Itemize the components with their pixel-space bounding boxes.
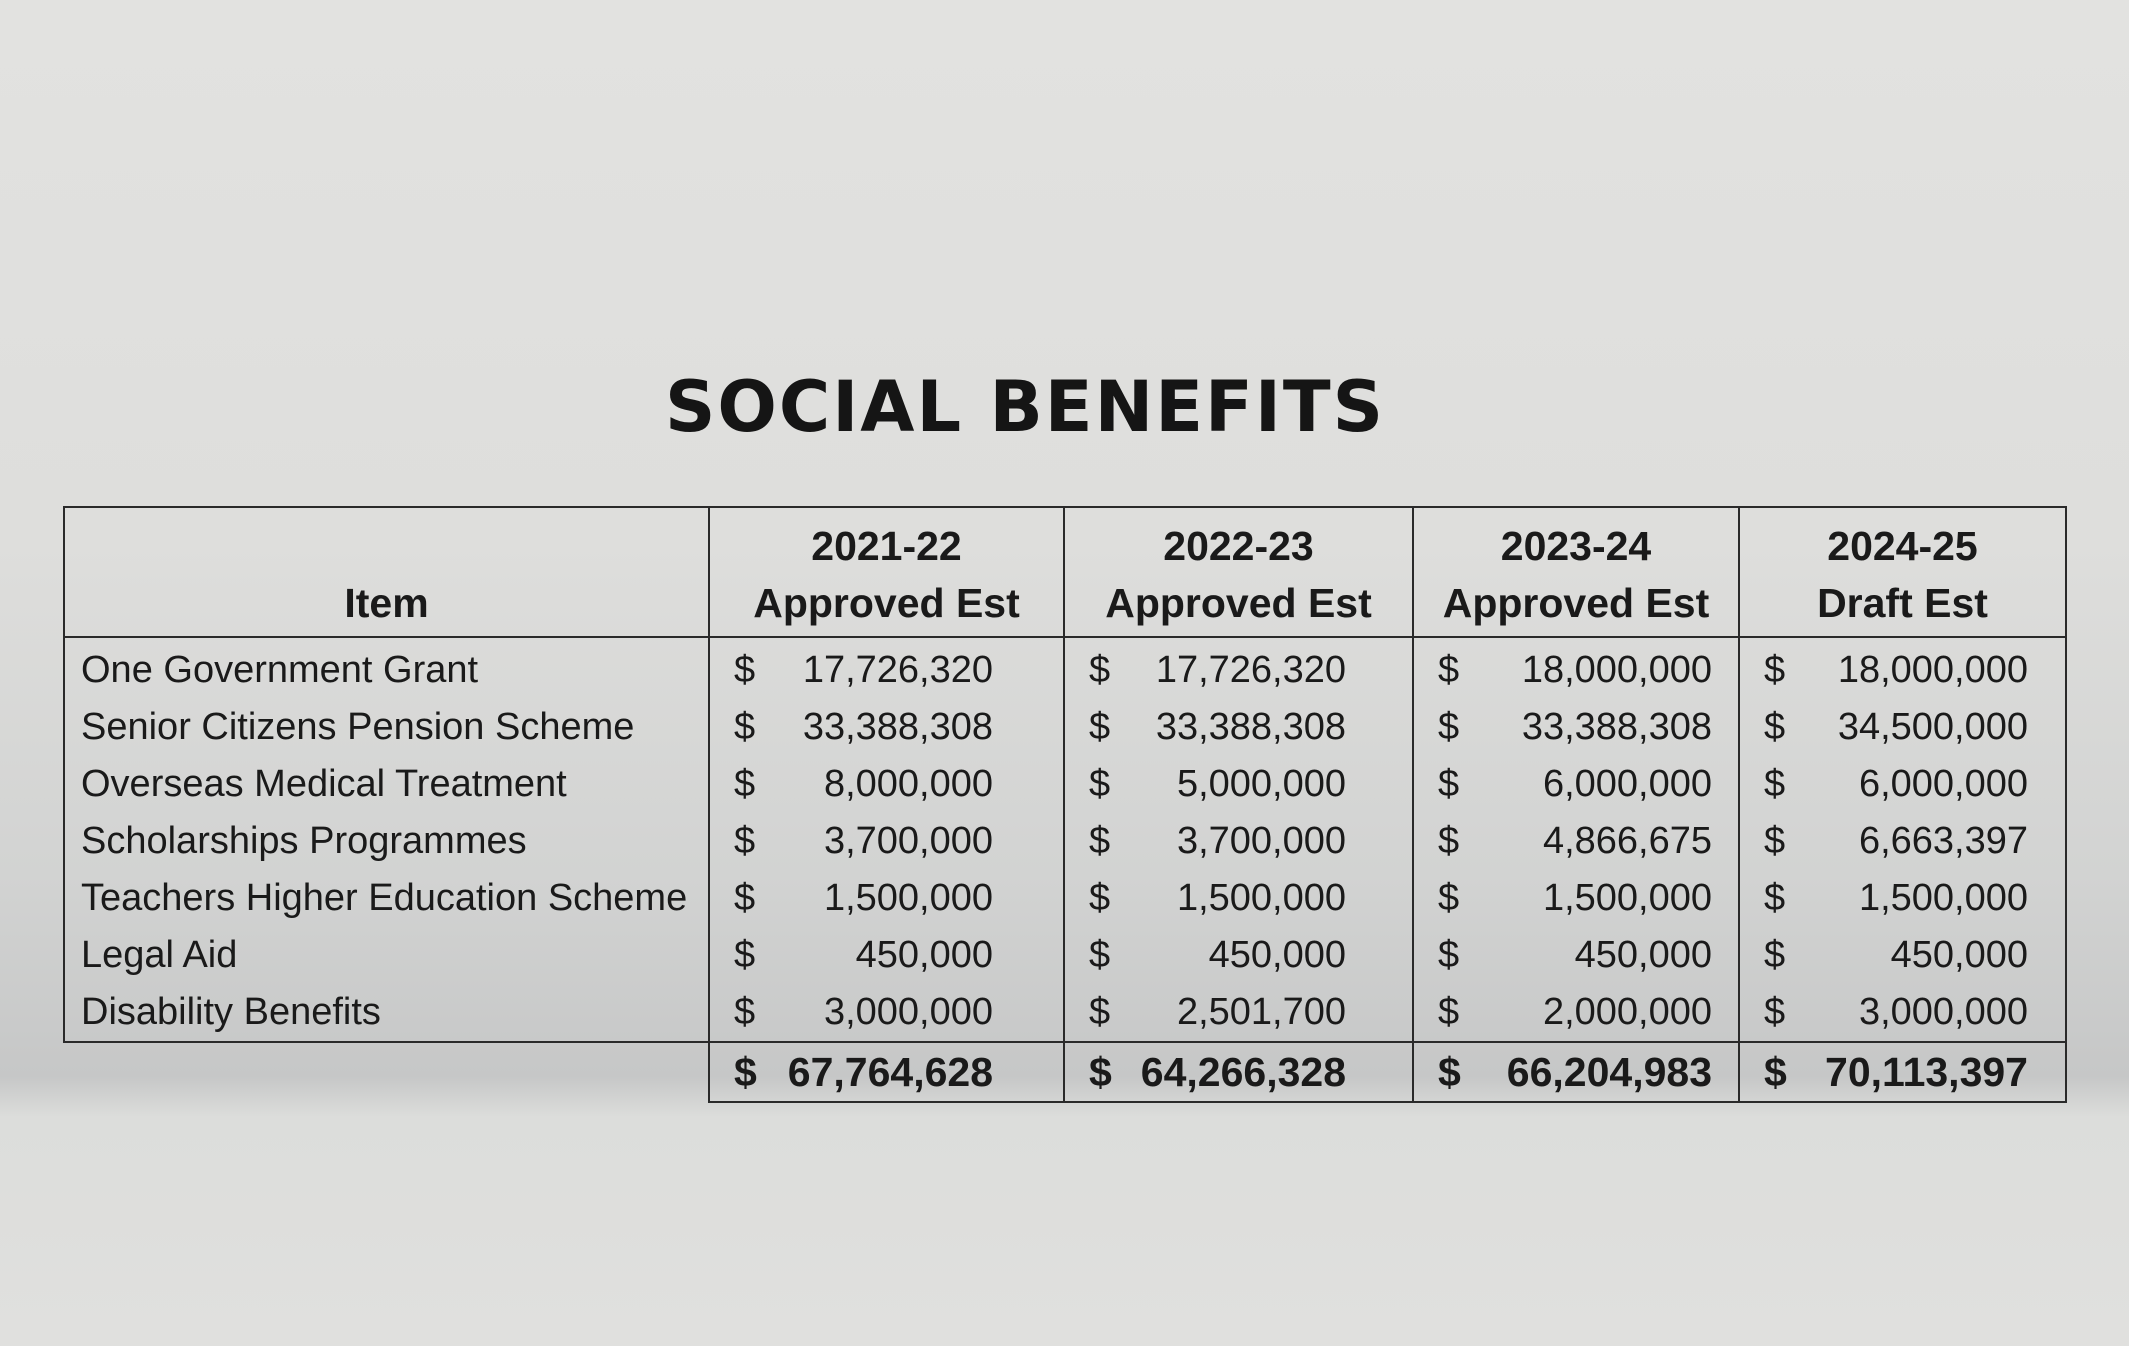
row-item-label: Overseas Medical Treatment [64, 756, 709, 813]
cell-value: 450,000 [1890, 934, 2028, 976]
cell-value: 17,726,320 [802, 649, 993, 691]
cell-value: 5,000,000 [1176, 763, 1346, 805]
currency-symbol: $ [1438, 877, 1460, 919]
currency-symbol: $ [1764, 706, 1786, 748]
currency-symbol: $ [1764, 763, 1786, 805]
currency-symbol: $ [1089, 934, 1111, 976]
cell-value: 8,000,000 [823, 763, 993, 805]
table-row [64, 637, 2066, 699]
table-cell [1064, 756, 1413, 813]
currency-symbol: $ [1764, 934, 1786, 976]
currency-symbol: $ [1438, 820, 1460, 862]
table-cell [1739, 756, 2066, 813]
table-cell [709, 984, 1064, 1042]
column-year: 2023-24 [1500, 523, 1652, 569]
table-cell [709, 870, 1064, 927]
row-item-label: Scholarships Programmes [64, 813, 709, 870]
row-item-label: Legal Aid [64, 927, 709, 984]
currency-symbol: $ [1089, 820, 1111, 862]
currency-symbol: $ [734, 820, 756, 862]
table-cell [709, 813, 1064, 870]
table-cell [709, 927, 1064, 984]
table-cell [1739, 870, 2066, 927]
cell-value: 2,501,700 [1176, 991, 1346, 1033]
table-cell [1739, 984, 2066, 1042]
column-year: 2022-23 [1163, 523, 1314, 569]
table-cell [1413, 699, 1739, 756]
cell-value: 450,000 [1208, 934, 1346, 976]
cell-value: 450,000 [855, 934, 993, 976]
currency-symbol: $ [734, 1048, 757, 1095]
cell-value: 1,500,000 [1858, 877, 2028, 919]
cell-value: 18,000,000 [1521, 649, 1712, 691]
row-item-label: Disability Benefits [64, 984, 709, 1042]
cell-value: 6,000,000 [1858, 763, 2028, 805]
currency-symbol: $ [1438, 934, 1460, 976]
currency-symbol: $ [1764, 991, 1786, 1033]
currency-symbol: $ [1764, 820, 1786, 862]
cell-value: 33,388,308 [802, 706, 993, 748]
currency-symbol: $ [1089, 649, 1111, 691]
column-year: 2021-22 [811, 523, 962, 569]
cell-value: 3,700,000 [1176, 820, 1346, 862]
total-value: 64,266,328 [1140, 1048, 1346, 1095]
table-cell [1064, 637, 1413, 699]
currency-symbol: $ [734, 991, 756, 1033]
column-label: Approved Est [753, 580, 1020, 626]
currency-symbol: $ [1089, 706, 1111, 748]
cell-value: 33,388,308 [1521, 706, 1712, 748]
table-row [64, 927, 2066, 984]
total-value: 67,764,628 [787, 1048, 993, 1095]
table-row [64, 699, 2066, 756]
column-label: Draft Est [1817, 580, 1988, 626]
total-cell [1064, 1042, 1413, 1102]
page-title: SOCIAL BENEFITS [664, 366, 1386, 448]
cell-value: 450,000 [1574, 934, 1712, 976]
table-cell [709, 699, 1064, 756]
table-cell [1739, 699, 2066, 756]
table-cell [1064, 870, 1413, 927]
table-row [64, 984, 2066, 1042]
currency-symbol: $ [1764, 1048, 1787, 1095]
cell-value: 1,500,000 [1542, 877, 1712, 919]
cell-value: 33,388,308 [1155, 706, 1346, 748]
currency-symbol: $ [1438, 991, 1460, 1033]
cell-value: 3,000,000 [823, 991, 993, 1033]
cell-value: 4,866,675 [1542, 820, 1712, 862]
table-cell [1739, 637, 2066, 699]
currency-symbol: $ [734, 649, 756, 691]
row-item-label: One Government Grant [64, 637, 709, 699]
header-row [64, 507, 2066, 637]
currency-symbol: $ [734, 934, 756, 976]
table-cell [709, 637, 1064, 699]
table-row [64, 813, 2066, 870]
table-row [64, 756, 2066, 813]
social-benefits-table [63, 506, 2067, 1103]
table-cell [1064, 699, 1413, 756]
table-cell [1064, 927, 1413, 984]
total-cell [1413, 1042, 1739, 1102]
total-cell [1739, 1042, 2066, 1102]
table-cell [1413, 756, 1739, 813]
table-cell [1064, 813, 1413, 870]
currency-symbol: $ [734, 763, 756, 805]
table-cell [1739, 927, 2066, 984]
column-label: Approved Est [1105, 580, 1372, 626]
column-header-2022-23 [1064, 507, 1413, 637]
cell-value: 18,000,000 [1837, 649, 2028, 691]
table-cell [1413, 984, 1739, 1042]
cell-value: 6,000,000 [1542, 763, 1712, 805]
currency-symbol: $ [734, 877, 756, 919]
currency-symbol: $ [1438, 763, 1460, 805]
totals-blank-cell [64, 1042, 709, 1102]
column-label: Approved Est [1442, 580, 1710, 626]
table-cell [1413, 870, 1739, 927]
currency-symbol: $ [1089, 1048, 1112, 1095]
totals-row [64, 1042, 2066, 1102]
cell-value: 1,500,000 [823, 877, 993, 919]
item-column-header: Item [64, 507, 709, 637]
table-cell [1413, 813, 1739, 870]
currency-symbol: $ [734, 706, 756, 748]
cell-value: 17,726,320 [1155, 649, 1346, 691]
table-cell [709, 756, 1064, 813]
currency-symbol: $ [1089, 991, 1111, 1033]
column-header-2021-22 [709, 507, 1064, 637]
table-cell [1413, 637, 1739, 699]
row-item-label: Teachers Higher Education Scheme [64, 870, 709, 927]
cell-value: 3,700,000 [823, 820, 993, 862]
currency-symbol: $ [1438, 649, 1460, 691]
currency-symbol: $ [1438, 1048, 1461, 1095]
cell-value: 3,000,000 [1858, 991, 2028, 1033]
cell-value: 34,500,000 [1837, 706, 2028, 748]
total-value: 66,204,983 [1506, 1048, 1712, 1095]
column-header-2023-24 [1413, 507, 1739, 637]
cell-value: 6,663,397 [1858, 820, 2028, 862]
table-cell [1739, 813, 2066, 870]
cell-value: 1,500,000 [1176, 877, 1346, 919]
cell-value: 2,000,000 [1542, 991, 1712, 1033]
total-cell [709, 1042, 1064, 1102]
total-value: 70,113,397 [1825, 1048, 2028, 1095]
row-item-label: Senior Citizens Pension Scheme [64, 699, 709, 756]
currency-symbol: $ [1764, 877, 1786, 919]
column-header-2024-25 [1739, 507, 2066, 637]
currency-symbol: $ [1438, 706, 1460, 748]
table-cell [1413, 927, 1739, 984]
table-row [64, 870, 2066, 927]
currency-symbol: $ [1089, 877, 1111, 919]
table-cell [1064, 984, 1413, 1042]
currency-symbol: $ [1089, 763, 1111, 805]
column-year: 2024-25 [1827, 523, 1978, 569]
currency-symbol: $ [1764, 649, 1786, 691]
